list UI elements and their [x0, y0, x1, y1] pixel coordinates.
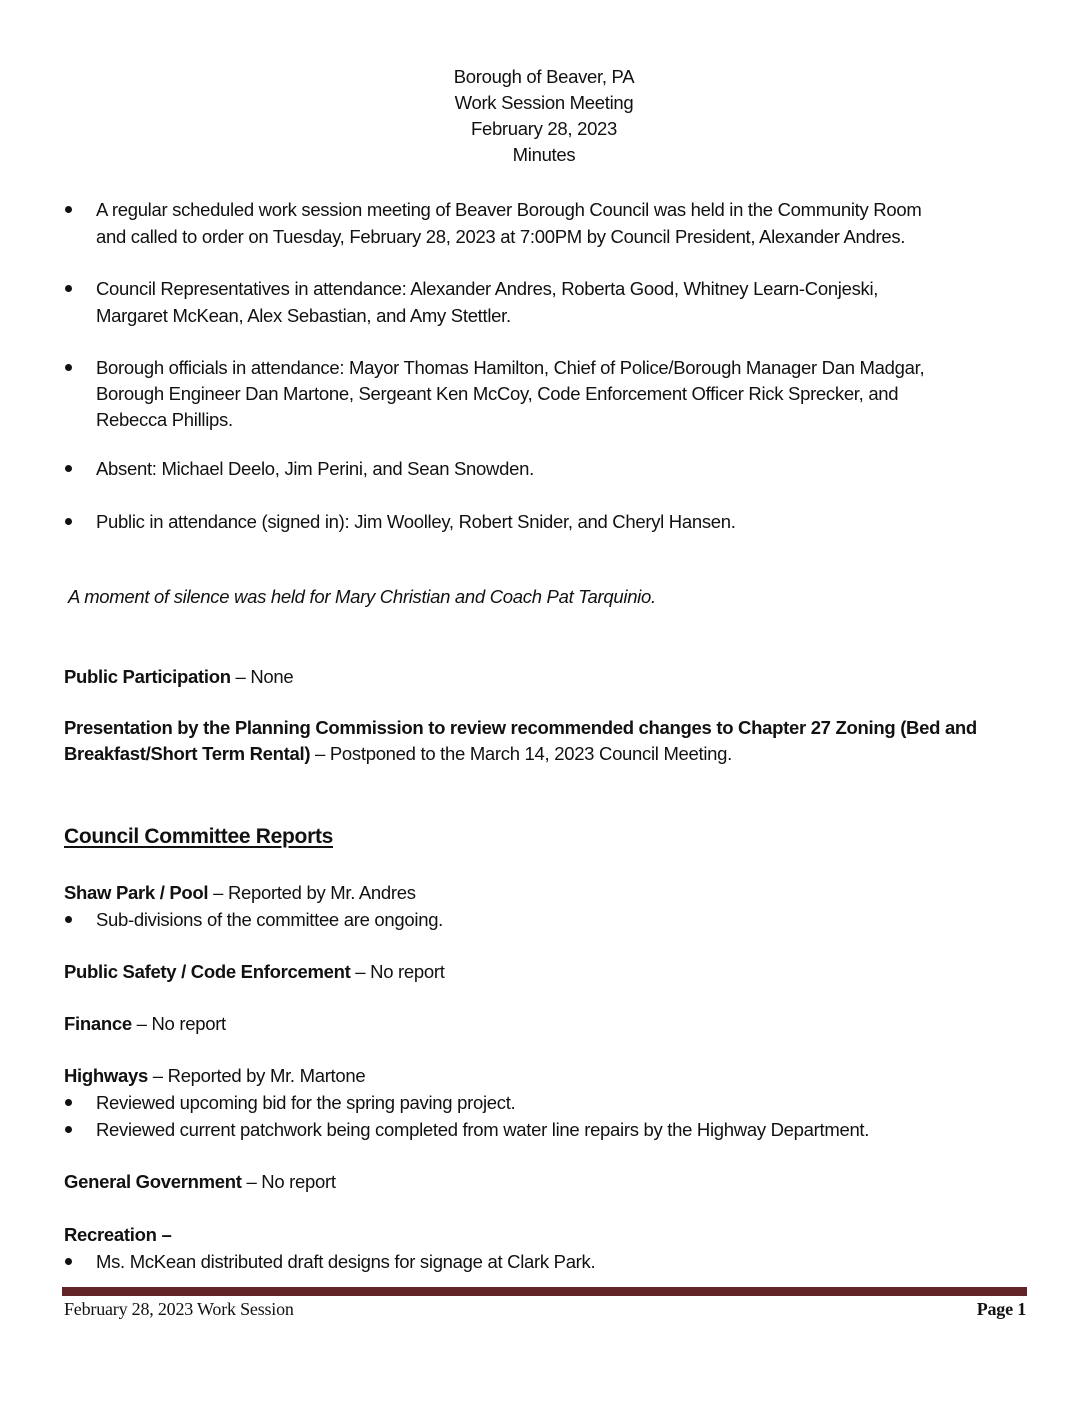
report-label: General Government: [64, 1171, 242, 1192]
report-value: – No report: [131, 1013, 226, 1034]
footer-rule: [62, 1287, 1027, 1296]
council-attendance-line2: Margaret McKean, Alex Sebastian, and Amy Stettler.: [96, 305, 511, 326]
bullet-icon: [65, 1126, 72, 1133]
officials-attendance-line2: Borough Engineer Dan Martone, Sergeant Ken McCoy, Code Enforcement Officer Rick Sprecker, and: [96, 383, 899, 404]
call-to-order-line2: and called to order on Tuesday, February 28, 2023 at 7:00PM by Council President, Alexander Andres.: [96, 226, 906, 247]
bullet-icon: [65, 1258, 72, 1265]
bullet-icon: [65, 518, 72, 525]
presentation-label-line2: Breakfast/Short Term Rental): [64, 743, 311, 764]
report-value: – Reported by Mr. Andres: [208, 882, 416, 903]
bullet-icon: [65, 364, 72, 371]
bullet-icon: [65, 285, 72, 292]
report-label: Highways: [64, 1065, 148, 1086]
council-attendance-line1: Council Representatives in attendance: Alexander Andres, Roberta Good, Whitney Learn-Conjeski,: [96, 278, 879, 299]
report-label: Finance: [64, 1013, 132, 1034]
report-public-safety: [64, 958, 445, 985]
report-value: – No report: [350, 961, 445, 982]
bullet-icon: [65, 465, 72, 472]
page-label: Page: [976, 1299, 1018, 1319]
report-bullet: Ms. McKean distributed draft designs for signage at Clark Park.: [96, 1251, 596, 1272]
report-label: Recreation –: [64, 1224, 172, 1245]
officials-attendance-line3: Rebecca Phillips.: [96, 409, 233, 430]
moment-of-silence: A moment of silence was held for Mary Christian and Coach Pat Tarquinio.: [68, 586, 656, 607]
committee-reports-heading: Council Committee Reports: [64, 825, 334, 848]
footer-left: February 28, 2023 Work Session: [64, 1299, 294, 1319]
bullet-icon: [65, 206, 72, 213]
bullet-icon: [65, 1099, 72, 1106]
report-label: Public Safety / Code Enforcement: [64, 961, 351, 982]
document-type: Minutes: [512, 144, 576, 165]
report-bullet: Sub-divisions of the committee are ongoing.: [96, 909, 444, 930]
public-attendance-line: Public in attendance (signed in): Jim Woolley, Robert Snider, and Cheryl Hansen.: [96, 511, 736, 532]
footer-page: [977, 1299, 1026, 1320]
report-highways: [64, 1062, 365, 1089]
report-recreation: [64, 1221, 171, 1248]
borough-title: Borough of Beaver, PA: [453, 66, 635, 87]
page-number: 1: [1017, 1299, 1026, 1319]
public-participation-label: Public Participation: [64, 666, 231, 687]
presentation-line2: [64, 740, 732, 767]
report-label: Shaw Park / Pool: [64, 882, 209, 903]
public-participation-value: – None: [230, 666, 294, 687]
report-value: – Reported by Mr. Martone: [147, 1065, 366, 1086]
bullet-icon: [65, 916, 72, 923]
report-general-government: [64, 1168, 336, 1195]
call-to-order-line1: A regular scheduled work session meeting of Beaver Borough Council was held in the Community Room: [96, 199, 922, 220]
officials-attendance-line1: Borough officials in attendance: Mayor Thomas Hamilton, Chief of Police/Borough Manager Dan Madgar,: [96, 357, 925, 378]
presentation-value: – Postponed to the March 14, 2023 Council Meeting.: [310, 743, 732, 764]
report-bullet: Reviewed upcoming bid for the spring paving project.: [96, 1092, 516, 1113]
report-shaw-park: [64, 879, 416, 906]
report-finance: [64, 1010, 226, 1037]
presentation-label-line1: Presentation by the Planning Commission to review recommended changes to Chapter 27 Zoning (Bed and: [64, 717, 977, 738]
meeting-type: Work Session Meeting: [454, 92, 634, 113]
report-bullet: Reviewed current patchwork being completed from water line repairs by the Highway Department.: [96, 1119, 870, 1140]
absent-line: Absent: Michael Deelo, Jim Perini, and Sean Snowden.: [96, 458, 534, 479]
public-participation: [64, 663, 293, 690]
meeting-date: February 28, 2023: [470, 118, 618, 139]
report-value: – No report: [241, 1171, 336, 1192]
